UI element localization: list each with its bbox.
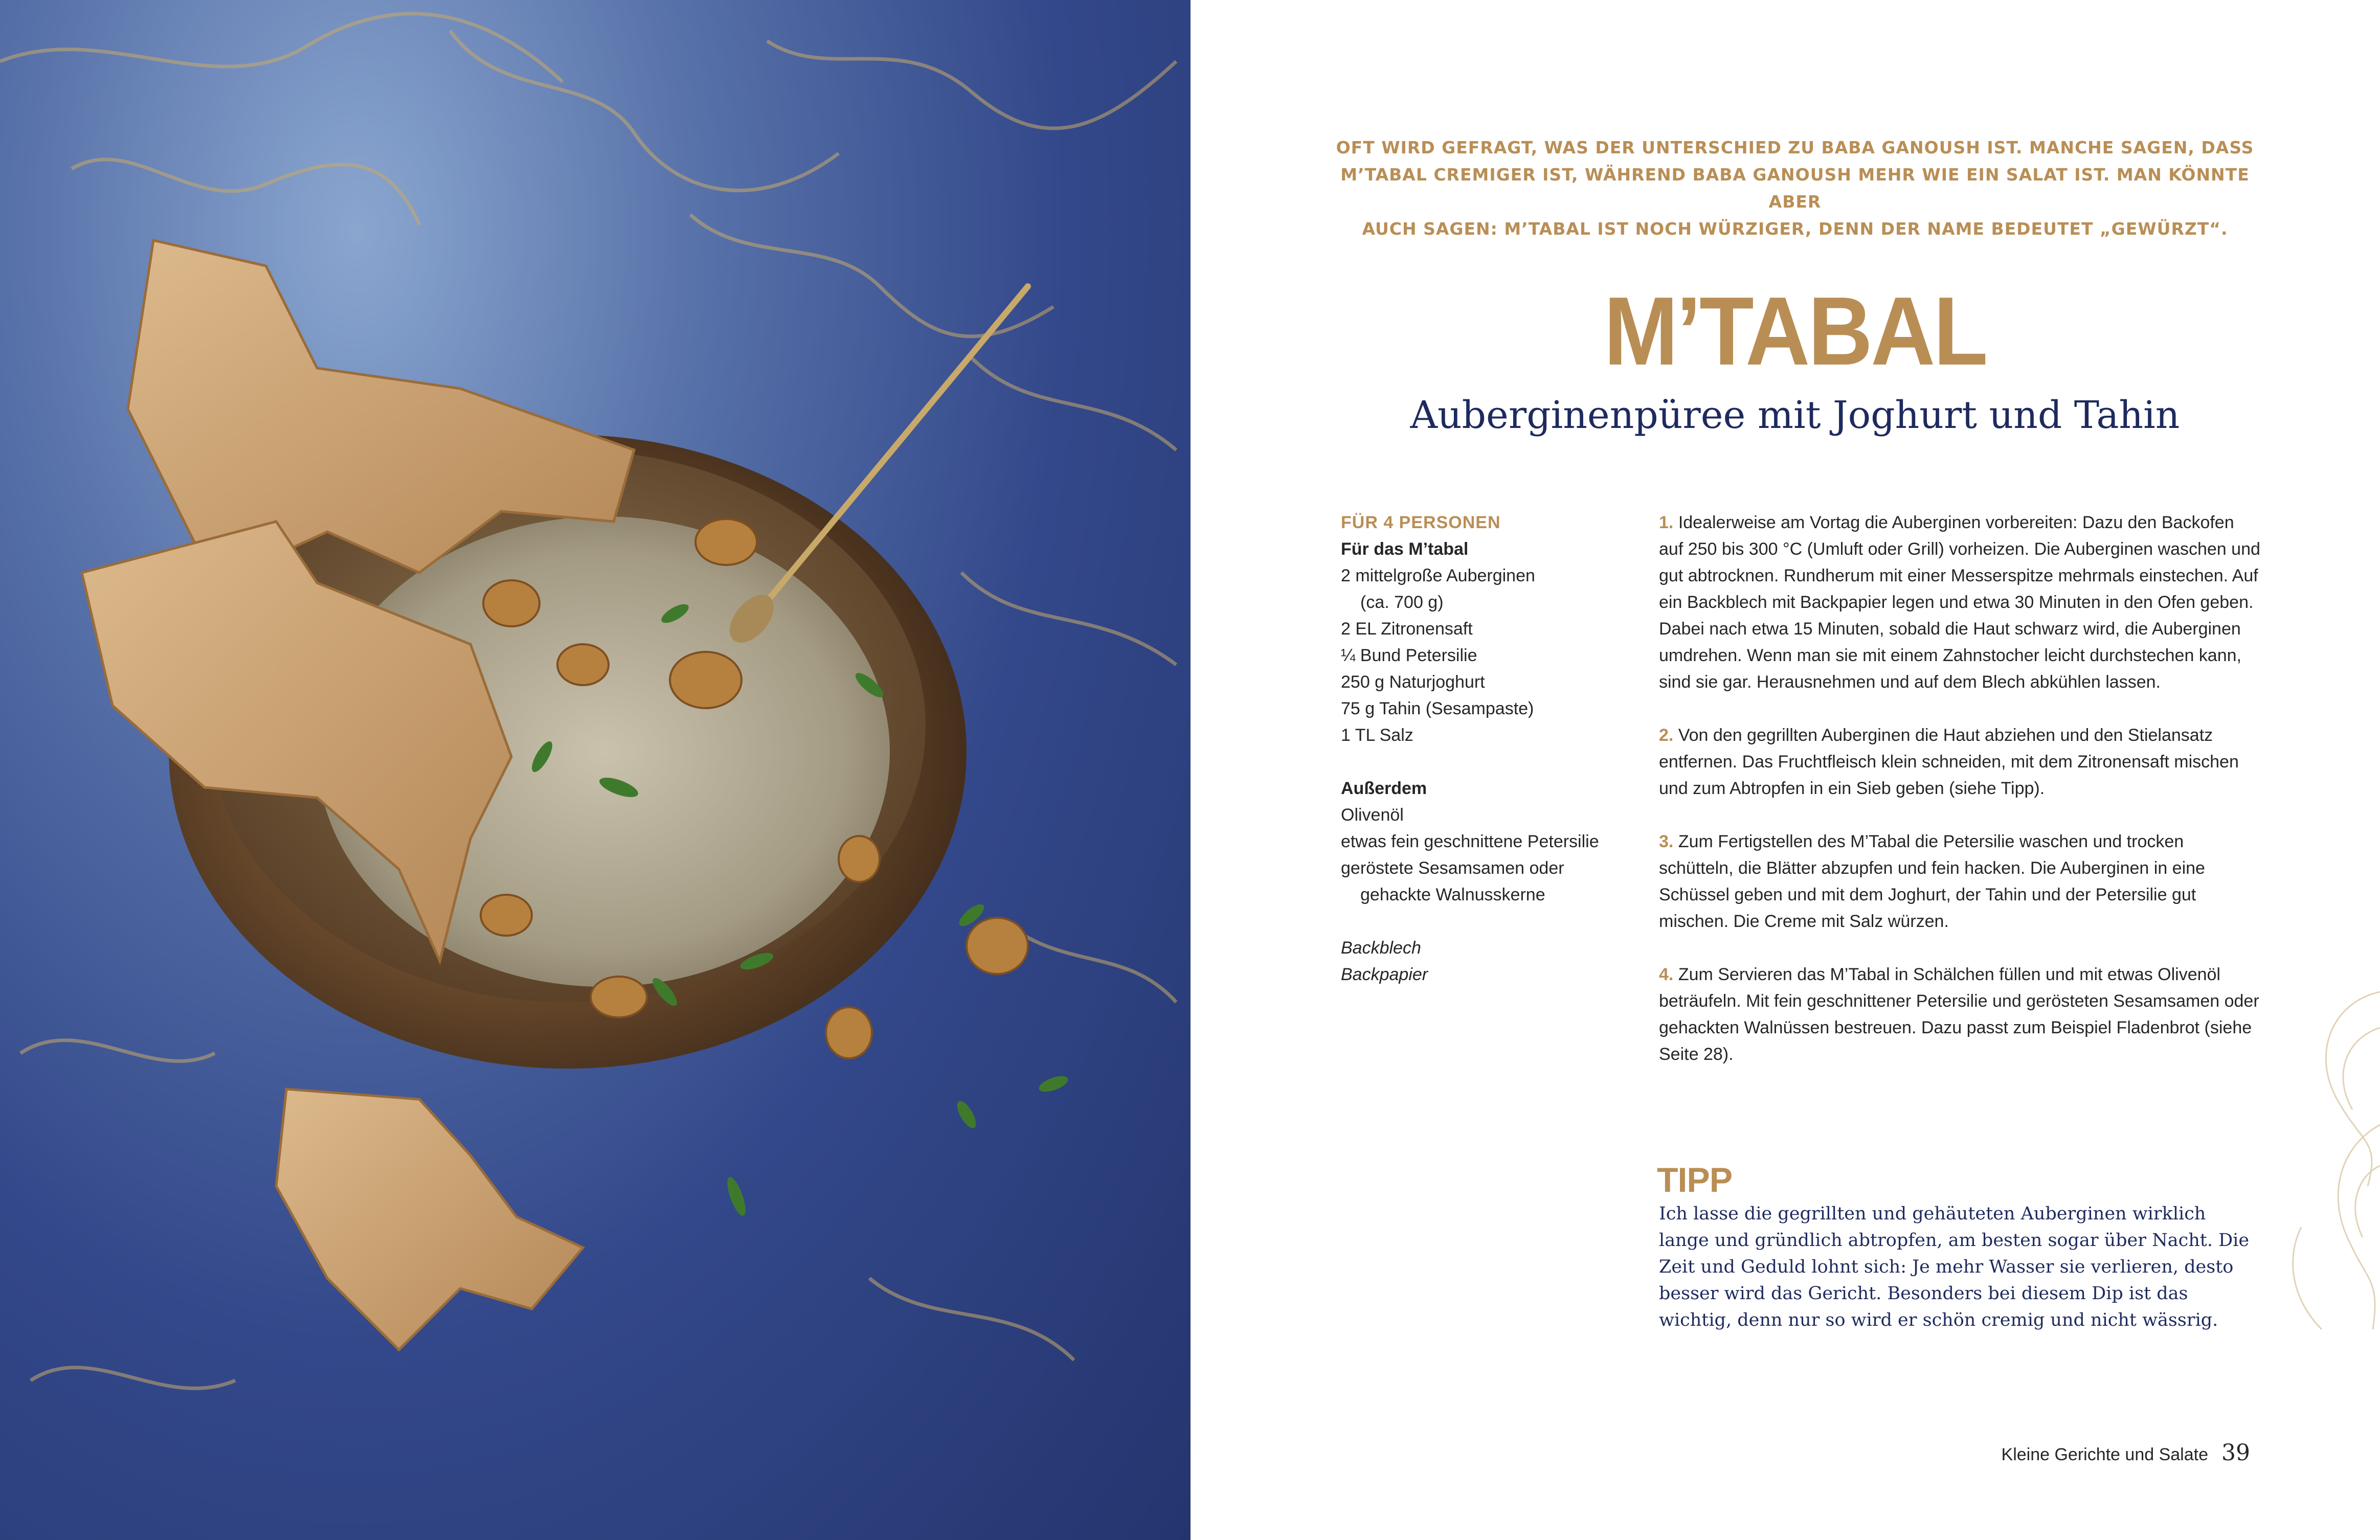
ingredient-item: 2 mittelgroße Auberginen — [1341, 566, 1535, 585]
decorative-ornament-icon — [2271, 971, 2380, 1360]
ingredient-group-title: Für das M’tabal — [1341, 539, 1469, 559]
equipment-item: Backblech — [1341, 938, 1421, 958]
step-text: Von den gegrillten Auberginen die Haut abziehen und den Stielansatz entfernen. Das Fruchtfleisch klein schneiden, mit dem Zitronensaft mischen und zum Abtropfen in ein Sieb geben (siehe Tipp). — [1659, 726, 2239, 798]
step-number: 3. — [1659, 832, 1674, 851]
ingredient-item: geröstete Sesamsamen oder — [1341, 858, 1564, 878]
step — [1659, 722, 2262, 802]
page-footer — [1994, 1440, 2250, 1470]
spacer — [1341, 908, 1627, 935]
step-number: 4. — [1659, 965, 1674, 984]
step-text: Idealerweise am Vortag die Auberginen vorbereiten: Dazu den Backofen auf 250 bis 300 °C (Umluft oder Grill) vorheizen. Die Auberginen waschen und gut abtrocknen. Rundherum mit einer Messerspitze mehrmals einstechen. Auf ein Backblech mit Backpapier legen und etwa 30 Minuten in den Ofen geben. Dabei nach etwa 15 Minuten, sobald die Haut schwarz wird, die Auberginen umdrehen. Wenn man sie mit einem Zahnstocher leicht durchstechen kann, sind sie gar. Herausnehmen und auf dem Blech abkühlen lassen. — [1659, 513, 2260, 692]
intro-line: AUCH SAGEN: M’TABAL IST NOCH WÜRZIGER, DENN DER NAME BEDEUTET „GEWÜRZT“. — [1362, 219, 2228, 239]
step — [1659, 828, 2262, 935]
intro-text — [1330, 134, 2260, 242]
ingredient-group-title: Außerdem — [1341, 779, 1427, 798]
step-text: Zum Servieren das M’Tabal in Schälchen füllen und mit etwas Olivenöl beträufeln. Mit fein geschnittener Petersilie und gerösteten Sesamsamen oder gehackten Walnüssen bestreuen. Dazu passt zum Beispiel Fladenbrot (siehe Seite 28). — [1659, 965, 2259, 1064]
tip-text: Ich lasse die gegrillten und gehäuteten Auberginen wirklich lange und gründlich abtropfen, am besten sogar über Nacht. Die Zeit und Geduld lohnt sich: Je mehr Wasser sie verlieren, desto besser wird das Gericht. Besonders bei diesem Dip ist das wichtig, denn nur so wird er schön cremig und nicht wässrig. — [1659, 1204, 2250, 1330]
footer-section: Kleine Gerichte und Salate — [2001, 1445, 2208, 1464]
ingredient-item: (ca. 700 g) — [1360, 593, 1444, 612]
recipe-title: M’TABAL — [1604, 277, 1986, 386]
ingredient-item: gehackte Walnusskerne — [1360, 885, 1545, 904]
step-text: Zum Fertigstellen des M’Tabal die Petersilie waschen und trocken schütteln, die Blätter abzupfen und fein hacken. Die Auberginen in eine Schüssel geben und mit dem Joghurt, der Tahin und der Petersilie gut mischen. Die Creme mit Salz würzen. — [1659, 832, 2205, 931]
tip-heading: TIPP — [1657, 1161, 1733, 1199]
preparation-steps — [1659, 509, 2262, 1094]
ingredient-item: 2 EL Zitronensaft — [1341, 619, 1473, 639]
ingredients-list — [1341, 509, 1627, 988]
servings-heading: FÜR 4 PERSONEN — [1341, 513, 1501, 532]
ingredient-item: ¼ Bund Petersilie — [1341, 646, 1477, 665]
recipe-subtitle: Auberginenpüree mit Joghurt und Tahin — [1410, 393, 2180, 437]
ingredient-item: 1 TL Salz — [1341, 726, 1413, 745]
spacer — [1341, 749, 1627, 775]
equipment-item: Backpapier — [1341, 965, 1428, 984]
step — [1659, 961, 2262, 1068]
ingredient-item: 75 g Tahin (Sesampaste) — [1341, 699, 1534, 718]
ingredient-item: Olivenöl — [1341, 805, 1404, 825]
step-number: 2. — [1659, 726, 1674, 745]
intro-line: OFT WIRD GEFRAGT, WAS DER UNTERSCHIED ZU BABA GANOUSH IST. MANCHE SAGEN, DASS — [1336, 138, 2254, 157]
step — [1659, 509, 2262, 695]
page-number: 39 — [2221, 1440, 2250, 1466]
ingredient-item: etwas fein geschnittene Petersilie — [1341, 832, 1599, 851]
ingredient-item: 250 g Naturjoghurt — [1341, 672, 1485, 692]
step-number: 1. — [1659, 513, 1674, 532]
intro-line: M’TABAL CREMIGER IST, WÄHREND BABA GANOUSH MEHR WIE EIN SALAT IST. MAN KÖNNTE ABER — [1340, 165, 2250, 212]
